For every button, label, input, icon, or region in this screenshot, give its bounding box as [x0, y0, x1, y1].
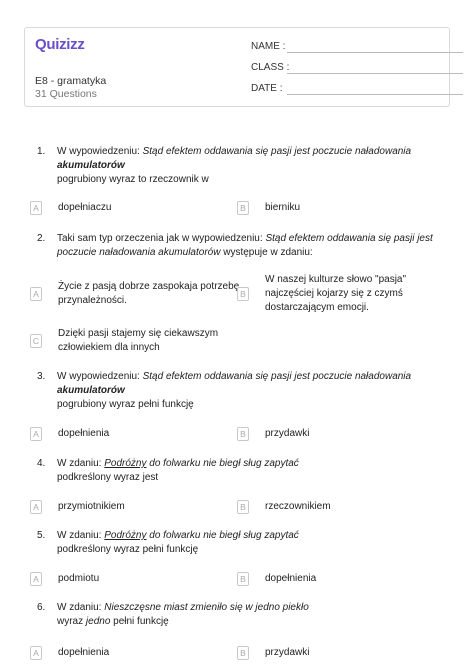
question-number: 4.	[37, 458, 46, 469]
option-letter: A	[30, 500, 42, 514]
option-letter: B	[237, 646, 249, 660]
question-text: W zdaniu: Nieszczęsne miast zmieniło się w jedno piekło wyraz jedno pełni funkcję	[57, 602, 309, 627]
class-label: CLASS :	[251, 62, 290, 73]
question-number: 6.	[37, 602, 46, 613]
option-letter: A	[30, 646, 42, 660]
question-text: Taki sam typ orzeczenia jak w wypowiedzeniu: Stąd efektem oddawania się pasji jest poczucie naładowania akumulatorów występuje w zdaniu:	[57, 233, 433, 258]
date-label: DATE :	[251, 83, 283, 94]
option-letter: A	[30, 201, 42, 215]
option-letter: A	[30, 427, 42, 441]
question-count: 31 Questions	[35, 88, 97, 100]
question-text: W zdaniu: Podróżny do folwarku nie biegł sług zapytać podkreślony wyraz jest	[57, 458, 299, 483]
question-number: 1.	[37, 146, 46, 157]
option-letter: B	[237, 287, 249, 301]
option-letter: B	[237, 201, 249, 215]
question-number: 5.	[37, 530, 46, 541]
option-letter: C	[30, 334, 42, 348]
question-text: W wypowiedzeniu: Stąd efektem oddawania się pasji jest poczucie naładowania akumulatorów pogrubiony wyraz pełni funkcję	[57, 371, 412, 410]
question-number: 2.	[37, 233, 46, 244]
name-label: NAME :	[251, 41, 286, 52]
question-number: 3.	[37, 371, 46, 382]
date-line	[287, 94, 463, 95]
option-letter: A	[30, 572, 42, 586]
name-line	[287, 52, 463, 53]
quizizz-logo: Quizizz	[35, 36, 85, 53]
question-text: W zdaniu: Podróżny do folwarku nie biegł sług zapytać podkreślony wyraz pełni funkcję	[57, 530, 299, 555]
question-text: W wypowiedzeniu: Stąd efektem oddawania się pasji jest poczucie naładowania akumulatorów pogrubiony wyraz to rzeczownik w	[57, 146, 412, 185]
option-letter: B	[237, 427, 249, 441]
option-letter: A	[30, 287, 42, 301]
option-letter: B	[237, 572, 249, 586]
worksheet-header	[24, 27, 450, 107]
class-line	[287, 73, 463, 74]
worksheet-title: E8 - gramatyka	[35, 75, 107, 87]
option-letter: B	[237, 500, 249, 514]
